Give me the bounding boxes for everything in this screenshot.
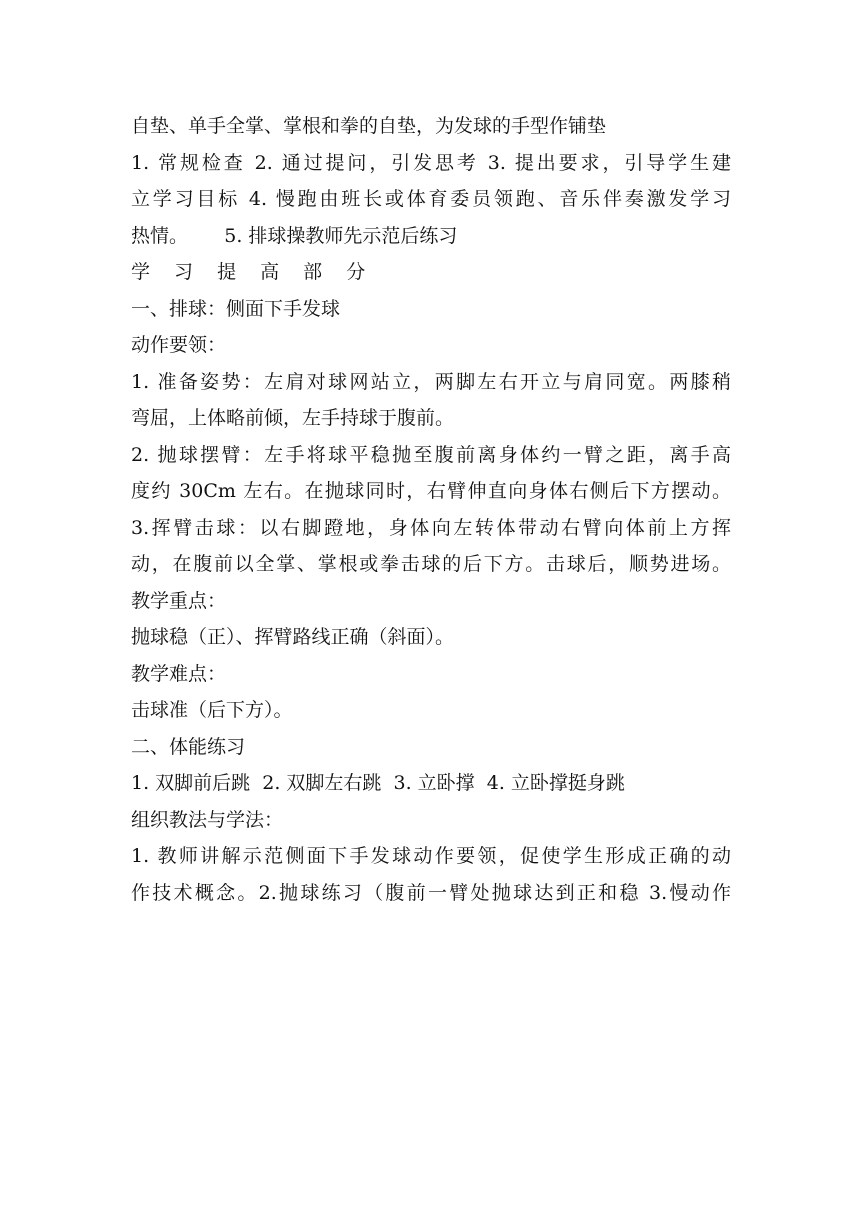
text-line: 热情。 5. 排球操教师先示范后练习 [131, 224, 458, 247]
text-line: 1. 准备姿势：左肩对球网站立，两脚左右开立与肩同宽。两膝稍 [131, 370, 731, 393]
text-line: 动作要领： [131, 334, 227, 356]
section-heading: 学 习 提 高 部 分 [131, 261, 375, 283]
text-line: 自垫、单手全掌、掌根和拳的自垫，为发球的手型作铺垫 [131, 115, 607, 137]
text-line: 作技术概念。2.抛球练习（腹前一臂处抛球达到正和稳 3.慢动作 [131, 881, 731, 904]
text-line: 1. 教师讲解示范侧面下手发球动作要领，促使学生形成正确的动 [131, 845, 731, 867]
text-line: 抛球稳（正）、挥臂路线正确（斜面）。 [131, 626, 455, 648]
text-line: 立学习目标 4. 慢跑由班长或体育委员领跑、音乐伴奏激发学习 [131, 188, 731, 210]
text-line: 2. 抛球摆臂：左手将球平稳抛至腹前离身体约一臂之距，离手高 [131, 443, 731, 466]
text-line: 度约 30Cm 左右。在抛球同时，右臂伸直向身体右侧后下方摆动。 [131, 480, 731, 502]
text-line: 教学难点： [131, 662, 227, 685]
section-title: 一、排球：侧面下手发球 [131, 297, 341, 320]
text-line: 击球准（后下方）。 [131, 699, 293, 721]
text-line: 3.挥臂击球：以右脚蹬地，身体向左转体带动右臂向体前上方挥 [131, 516, 731, 539]
text-line: 教学重点： [131, 589, 227, 612]
text-line: 弯屈，上体略前倾，左手持球于腹前。 [131, 407, 455, 429]
text-line: 1. 双脚前后跳 2. 双脚左右跳 3. 立卧撑 4. 立卧撑挺身跳 [131, 772, 625, 794]
text-line: 动，在腹前以全掌、掌根或拳击球的后下方。击球后，顺势进场。 [131, 553, 731, 575]
text-line: 组织教法与学法： [131, 808, 284, 831]
section-title: 二、体能练习 [131, 735, 246, 758]
document-body [131, 108, 731, 911]
text-line: 1. 常规检查 2. 通过提问，引发思考 3. 提出要求，引导学生建 [131, 151, 731, 174]
